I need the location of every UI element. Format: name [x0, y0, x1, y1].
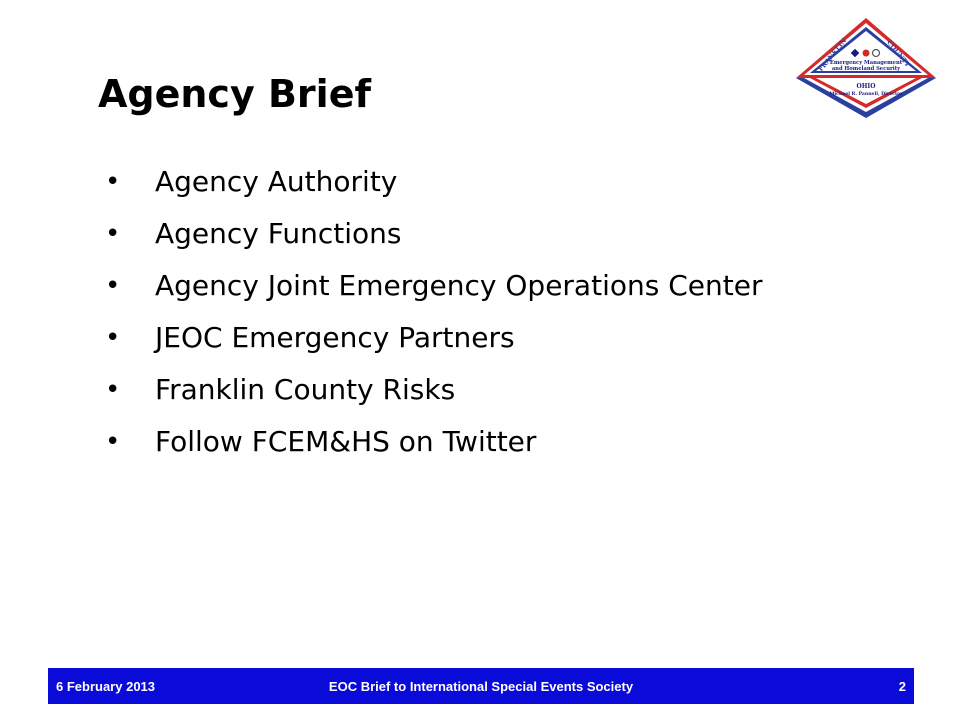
logo-emblem-star-icon: [863, 50, 870, 57]
bullet-item: [105, 368, 762, 420]
bullet-text: Agency Authority: [155, 165, 398, 198]
bullet-item: [105, 160, 762, 212]
bullet-text: Follow FCEM&HS on Twitter: [155, 425, 537, 458]
bullet-item: [105, 212, 762, 264]
bullet-dot-icon: •: [105, 427, 121, 457]
bullet-dot-icon: •: [105, 219, 121, 249]
logo-state: OHIO: [856, 83, 876, 90]
slide-title: Agency Brief: [98, 72, 371, 116]
bullet-text: Agency Functions: [155, 217, 402, 250]
logo-director: Michael R. Pannell, Director: [829, 92, 903, 97]
logo-county-right: COUNTY: [885, 38, 912, 69]
logo-line2: and Homeland Security: [831, 66, 901, 72]
bullet-text: JEOC Emergency Partners: [155, 321, 515, 354]
bullet-dot-icon: •: [105, 167, 121, 197]
footer-date: 6 February 2013: [56, 679, 156, 694]
logo-line1: Emergency Management: [829, 60, 903, 66]
page-number: 2: [898, 679, 906, 694]
bullet-list: [105, 160, 762, 472]
bullet-item: [105, 264, 762, 316]
bullet-dot-icon: •: [105, 271, 121, 301]
bullet-item: [105, 316, 762, 368]
fcemhs-logo: [794, 16, 938, 120]
bullet-text: Franklin County Risks: [155, 373, 456, 406]
footer-bar: [48, 668, 914, 704]
footer-title: EOC Brief to International Special Events Society: [328, 679, 634, 694]
bullet-item: [105, 420, 762, 472]
logo-county-left: FRANKLIN: [816, 36, 849, 74]
bullet-dot-icon: •: [105, 375, 121, 405]
bullet-text: Agency Joint Emergency Operations Center: [155, 269, 763, 302]
bullet-dot-icon: •: [105, 323, 121, 353]
